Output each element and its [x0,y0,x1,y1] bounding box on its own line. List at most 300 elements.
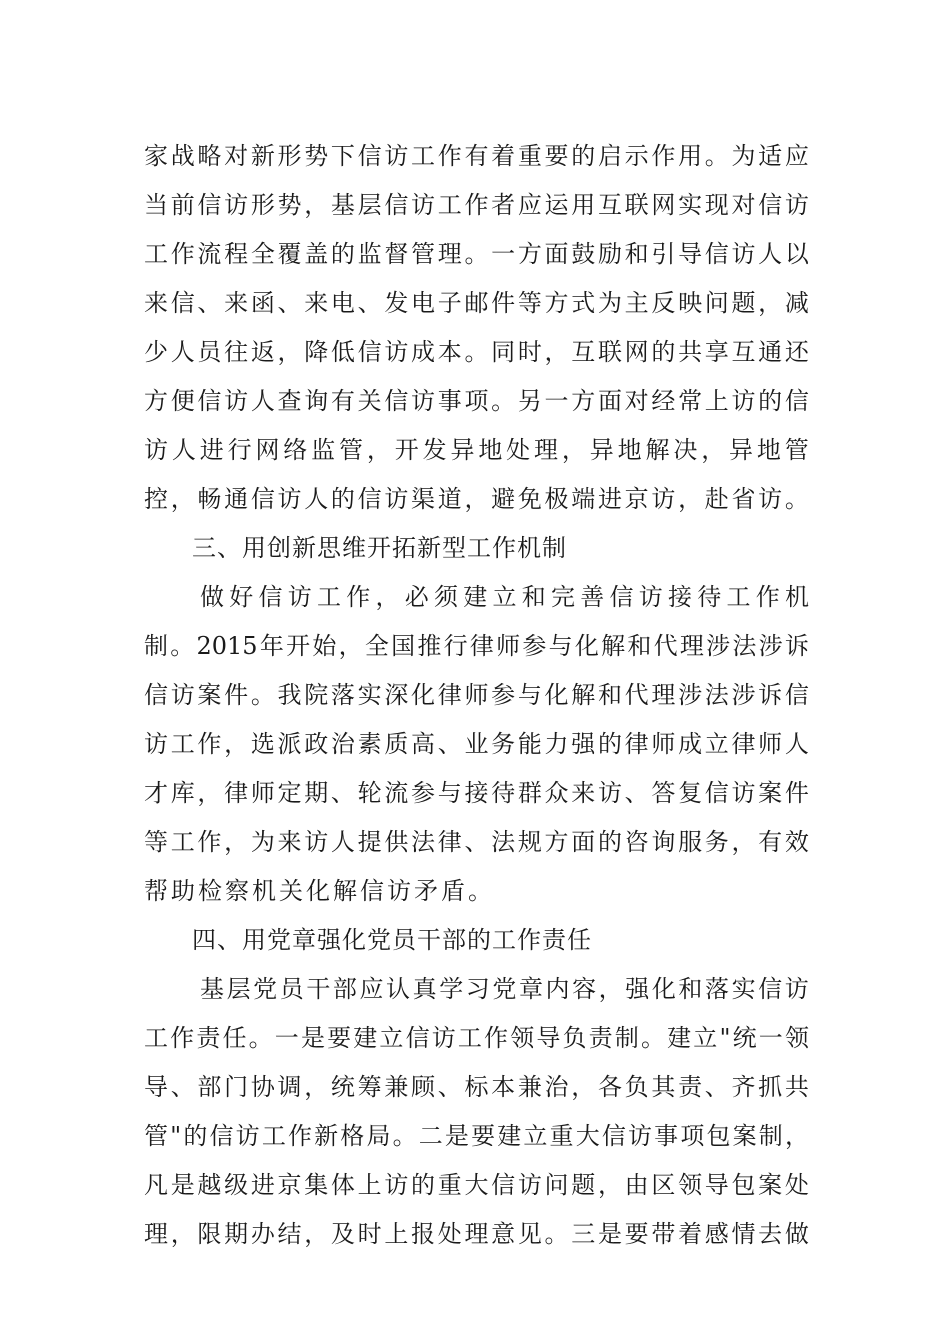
text-char: 立 [693,1024,718,1052]
text-char: 限 [197,1220,222,1248]
text-char: 容 [572,975,597,1003]
text-char: 势 [277,191,302,219]
text-char: 人 [758,240,783,268]
text-char: 完 [551,583,575,611]
text-char: 信 [357,485,382,513]
text-char: 化 [651,975,676,1003]
text-char: 律 [624,730,649,758]
text-char: 行 [227,436,252,464]
text-char: 共 [784,1073,809,1101]
text-char: 访 [784,191,809,219]
text-char: 下 [330,142,355,170]
text-char: 对 [731,191,756,219]
text-char: 答 [651,779,676,807]
text-char: 询 [304,387,329,415]
text-char: 质 [384,730,409,758]
text-char: 信 [405,1024,430,1052]
text-char: 处 [437,1220,462,1248]
text-char: 。 [248,1024,273,1052]
text-char: 低 [330,338,355,366]
text-char: 应 [784,142,809,170]
text-char: 区 [651,1171,676,1199]
text-char: 互 [597,191,622,219]
text-char: 带 [651,1220,676,1248]
text-char: 实 [731,975,756,1003]
text-char: 机 [785,583,809,611]
text-char: 工 [170,730,195,758]
text-char: 来 [277,828,302,856]
text-char: 工 [261,1122,286,1150]
text-char: 异 [729,436,754,464]
text-char: 强 [571,730,596,758]
text-char: 访 [731,779,756,807]
text-char: 律 [224,779,249,807]
text-char: 建 [463,583,488,611]
text-char: 导 [144,1073,168,1101]
text-char: 主 [624,289,649,317]
text-char: 赴 [704,485,729,513]
text-char: 是 [300,1024,325,1052]
text-char: 与 [517,681,542,709]
text-char: 访 [384,142,409,170]
text-char: 素 [357,730,382,758]
text-char: 工 [411,142,436,170]
text-char: 轮 [357,779,382,807]
text-char: 着 [491,142,516,170]
text-char: 三 [571,1220,596,1248]
text-char: 反 [651,289,676,317]
text-char: 为 [597,289,622,317]
text-char: 信 [491,1171,516,1199]
section-heading: 四、用党章强化党员干部的工作责任 [192,926,592,954]
text-char: 道 [437,485,462,513]
text-char: 业 [464,730,489,758]
text-line [144,426,809,475]
text-char: 进 [199,436,224,464]
text-char: 上 [704,387,729,415]
text-char: 及 [330,1220,355,1248]
text-char: 访 [628,1122,653,1150]
text-line [144,1161,809,1210]
text-char: 来 [224,289,249,317]
text-char: 律 [437,681,462,709]
text-char: 作 [197,828,222,856]
text-char: 是 [597,1220,622,1248]
text-char: 、 [277,289,302,317]
text-char: 、 [170,1073,195,1101]
text-char: 少 [144,338,168,366]
text-char: 案 [197,681,222,709]
text-char: 立 [492,583,517,611]
text-char: 兼 [517,1073,542,1101]
text-char: 要 [327,1024,352,1052]
text-char: 负 [624,1073,649,1101]
text-char: 有 [330,387,355,415]
text-char: 定 [277,779,302,807]
text-char: 治 [330,730,355,758]
text-char: 对 [224,142,249,170]
text-char: 。 [544,1220,569,1248]
text-char: 端 [571,485,596,513]
text-char: 覆 [277,240,302,268]
text-char: 门 [224,1073,249,1101]
text-char: 同 [491,338,516,366]
text-char: 真 [412,975,437,1003]
text-char: 管 [144,1122,168,1150]
text-char: 开 [394,436,419,464]
text-char: 人 [330,828,355,856]
text-char: 作 [170,240,195,268]
text-char: 成 [678,730,703,758]
text-char: 是 [444,1122,469,1150]
text-char: 师 [496,632,521,660]
text-char: 人 [784,730,809,758]
text-line [144,965,809,1014]
text-char: 行 [443,632,468,660]
text-char: 干 [306,975,331,1003]
text-char: 责 [588,1024,613,1052]
text-char: ， [701,436,726,464]
text-char: 人 [171,436,196,464]
text-char: 为 [731,142,756,170]
text-char: 作 [755,583,780,611]
text-char: 往 [224,338,249,366]
text-char: 的 [330,240,355,268]
text-char: 必 [404,583,429,611]
text-char: 待 [491,779,516,807]
text-char: 其 [651,1073,676,1101]
text-char: 进 [250,1171,275,1199]
text-char: 。 [491,387,516,415]
text-char: 和 [521,583,546,611]
text-char: 工 [726,583,751,611]
text-line [144,230,809,279]
text-char: 代 [624,681,649,709]
text-char: 渠 [411,485,436,513]
text-char: 期 [224,1220,249,1248]
text-char: ， [678,485,703,513]
text-char: 须 [434,583,458,611]
text-char: ， [304,191,329,219]
text-char: 子 [437,289,462,317]
text-char: 略 [197,142,222,170]
text-char: 作 [346,583,371,611]
text-char: 访 [304,828,329,856]
text-char: 导 [536,1024,561,1052]
text-char: 要 [544,142,569,170]
text-char: 省 [731,485,756,513]
text-char: 方 [144,387,168,415]
text-line [144,622,809,671]
text-char: 程 [224,240,249,268]
text-char: ， [784,1122,809,1150]
text-char: 函 [250,289,275,317]
text-char: 体 [330,1171,355,1199]
text-char: 监 [311,436,336,464]
text-char: 本 [491,1073,516,1101]
text-char: 免 [517,485,542,513]
text-char: 决 [673,436,698,464]
text-char: 来 [304,289,329,317]
text-char: 访 [731,240,756,268]
text-char: 院 [304,681,329,709]
text-char: 工 [317,583,341,611]
text-char: 作 [197,730,222,758]
text-char: 信 [758,975,783,1003]
text-char: ， [366,436,391,464]
text-char: 规 [517,828,542,856]
text-char: 上 [384,1220,409,1248]
text-char: ， [598,975,623,1003]
text-char: 用 [571,191,596,219]
text-char: 建 [667,1024,692,1052]
text-char: 避 [491,485,516,513]
text-char: 前 [170,191,195,219]
text-char: 信 [250,485,275,513]
text-char: 适 [758,142,783,170]
text-char: ， [544,338,569,366]
text-char: 报 [411,1220,436,1248]
text-char: 基 [330,191,355,219]
text-char: 深 [384,681,409,709]
text-char: 解 [601,632,626,660]
text-char: 参 [522,632,547,660]
text-char: 。 [464,240,489,268]
text-char: 流 [197,240,222,268]
text-char: 党 [492,975,517,1003]
text-char: 另 [517,387,542,415]
text-char: 的 [597,730,622,758]
text-char: 时 [517,338,542,366]
text-line [144,279,809,328]
text-char: 诉 [784,632,809,660]
text-char: 二 [418,1122,443,1150]
text-char: 人 [170,338,195,366]
text-char: 理 [464,1220,489,1248]
text-char: 涉 [678,681,703,709]
text-char: 访 [431,1024,456,1052]
text-char: 诉 [758,681,783,709]
text-char: 齐 [731,1073,756,1101]
text-char: 标 [464,1073,489,1101]
text-char: 作 [170,1024,195,1052]
text-char: 开 [286,632,311,660]
text-char: ， [197,779,222,807]
text-char: 成 [411,338,436,366]
text-char: 。 [392,1122,417,1150]
text-char: 互 [731,338,756,366]
text-char: 访 [224,191,249,219]
text-char: 负 [562,1024,587,1052]
text-char: 信 [784,681,809,709]
text-char: 势 [304,142,329,170]
text-char: 和 [627,632,652,660]
section-heading: 三、用创新思维开拓新型工作机制 [192,534,567,562]
text-char: 方 [571,387,596,415]
text-char: 我 [277,681,302,709]
text-char: 师 [651,730,676,758]
text-line [144,573,809,622]
text-char: 党 [253,975,278,1003]
text-char: 复 [678,779,703,807]
text-char: 战 [170,142,195,170]
text-char: 映 [678,289,703,317]
text-char: 信 [197,387,222,415]
text-char: 和 [597,681,622,709]
text-char: " [719,1024,731,1052]
text-char: 面 [571,828,596,856]
text-char: 法 [411,828,436,856]
text-char: 信 [704,779,729,807]
text-char: 工 [437,191,462,219]
text-char: 与 [437,779,462,807]
text-line [144,1112,809,1161]
text-char: 众 [544,779,569,807]
text-char: ， [375,583,400,611]
text-char: 地 [478,436,503,464]
text-line: 帮助检察机关化解信访矛盾。 [144,877,495,905]
text-char: 、 [704,1073,729,1101]
text-line [144,181,809,230]
text-char: 员 [279,975,304,1003]
text-char: 大 [464,1171,489,1199]
text-char: 作 [287,1122,312,1150]
text-char: 共 [678,338,703,366]
text-char: 务 [704,828,729,856]
text-char: 涉 [706,632,731,660]
text-char: 是 [170,1171,195,1199]
text-char: 询 [651,828,676,856]
text-char: 盖 [304,240,329,268]
text-char: 筹 [357,1073,382,1101]
text-char: ， [464,485,489,513]
text-char: 理 [679,632,704,660]
text-char: 涉 [731,681,756,709]
text-char: 通 [224,485,249,513]
text-char: 的 [651,338,676,366]
text-char: 便 [170,387,195,415]
text-char: 访 [411,387,436,415]
text-line [144,769,809,818]
text-char: 落 [704,975,729,1003]
text-char: 励 [597,240,622,268]
text-char: 访 [651,485,676,513]
text-char: 形 [277,142,302,170]
text-char: 理 [534,436,559,464]
text-char: 运 [544,191,569,219]
text-char: 的 [330,485,355,513]
text-char: 参 [411,779,436,807]
text-char: 现 [704,191,729,219]
text-char: 京 [624,485,649,513]
text-line [144,818,809,867]
text-char: 新 [314,1122,339,1150]
text-char: 信 [357,142,382,170]
text-char: 件 [491,289,516,317]
text-char: 一 [491,240,516,268]
text-char: 内 [545,975,570,1003]
text-char: 要 [471,1122,496,1150]
text-char: ， [170,485,195,513]
text-char: 信 [784,387,809,415]
text-char: 格 [340,1122,365,1150]
text-char: 理 [437,240,462,268]
text-char: 包 [706,1122,731,1150]
text-char: 集 [304,1171,329,1199]
text-char: 抓 [758,1073,783,1101]
text-char: 群 [517,779,542,807]
text-char: ， [224,730,249,758]
text-line [144,377,809,426]
text-char: ， [338,632,363,660]
text-char: 统 [330,1073,355,1101]
text-char: 一 [274,1024,299,1052]
text-char: 咨 [624,828,649,856]
text-char: 联 [597,338,622,366]
text-char: 访 [287,583,312,611]
text-char: 进 [597,485,622,513]
text-char: 作 [484,1024,509,1052]
text-char: 访 [384,338,409,366]
text-char: ， [304,1073,329,1101]
text-char: 师 [464,681,489,709]
text-char: 力 [544,730,569,758]
text-char: 大 [575,1122,600,1150]
text-char: 畅 [197,485,222,513]
text-char: 还 [784,338,809,366]
text-char: 凡 [144,1171,168,1199]
text-char: 局 [366,1122,391,1150]
text-char: 互 [571,338,596,366]
text-char: 来 [144,289,168,317]
text-char: 实 [357,681,382,709]
text-char: 。 [250,681,275,709]
text-char: 领 [510,1024,535,1052]
text-char: 、 [624,779,649,807]
text-char: ， [170,1220,195,1248]
text-char: 与 [548,632,573,660]
text-char: 兼 [384,1073,409,1101]
text-char: 鼓 [571,240,596,268]
text-char: 访 [224,387,249,415]
text-char: 的 [183,1122,208,1150]
text-char: 项 [680,1122,705,1150]
text-char: 人 [304,485,329,513]
text-char: 见 [517,1220,542,1248]
text-char: 立 [523,1122,548,1150]
text-char: ， [224,828,249,856]
text-char: 信 [258,583,283,611]
text-char: 作 [464,191,489,219]
text-char: 京 [277,1171,302,1199]
text-char: 领 [678,1171,703,1199]
text-char: 访 [384,485,409,513]
text-char: 期 [304,779,329,807]
text-char: 管 [784,436,809,464]
text-char: 顾 [411,1073,436,1101]
text-char: ， [571,1073,596,1101]
text-char: 越 [197,1171,222,1199]
text-char: 返 [250,338,275,366]
text-char: 方 [544,289,569,317]
text-char: 全 [364,632,389,660]
text-char: 新 [250,142,275,170]
text-char: 信 [170,289,195,317]
text-char: 形 [250,191,275,219]
text-char: 对 [624,387,649,415]
text-char: 部 [332,975,357,1003]
text-char: 实 [678,191,703,219]
